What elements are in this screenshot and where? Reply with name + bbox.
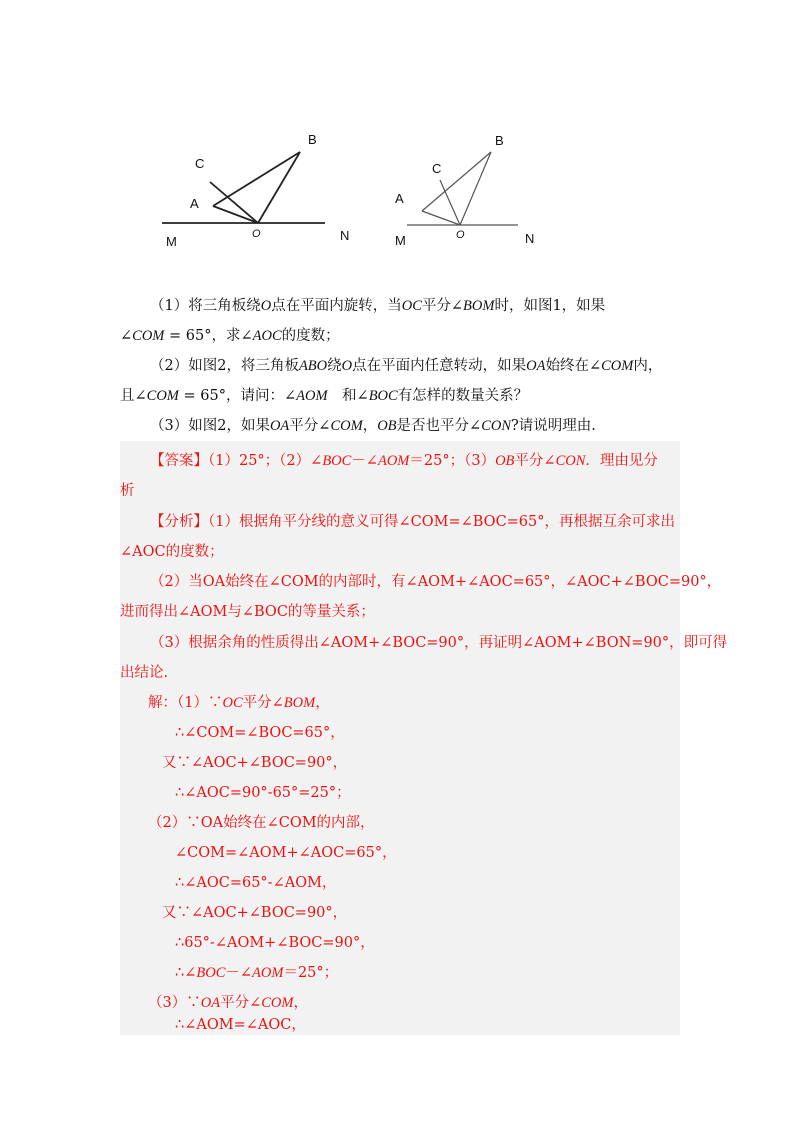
analysis-2: （2）当OA始终在∠COM的内部时，有∠AOM+∠AOC=65°，∠AOC+∠BOC=90°， — [150, 574, 722, 590]
answer-line-cont: 析 — [120, 483, 135, 499]
analysis-3: （3）根据余角的性质得出∠AOM+∠BOC=90°，再证明∠AOM+∠BON=90°，即可得 — [150, 635, 728, 651]
fig2-label-o: O — [456, 229, 465, 241]
question-1: （1）将三角板绕O点在平面内旋转，当OC平分∠BOM时，如图1，如果 — [150, 298, 606, 314]
figure-2 — [385, 125, 555, 255]
fig2-label-c: C — [432, 161, 442, 176]
analysis-2-cont: 进而得出∠AOM与∠BOC的等量关系； — [120, 604, 375, 620]
solution-7: ∴∠AOC=65°-∠AOM， — [175, 875, 337, 891]
fig2-label-n: N — [525, 231, 535, 246]
question-2-cont: 且∠COM = 65°，请问：∠AOM 和∠BOC有怎样的数量关系？ — [120, 388, 529, 404]
solution-10: ∴∠BOC－∠AOM＝25°； — [175, 965, 339, 981]
solution-12: ∴∠AOM=∠AOC， — [175, 1017, 306, 1033]
fig1-label-n: N — [340, 228, 350, 243]
solution-2: ∴∠COM=∠BOC=65°， — [175, 725, 345, 741]
solution-11: （3）∵OA平分∠COM， — [148, 995, 308, 1011]
solution-9: ∴65°-∠AOM+∠BOC=90°， — [175, 935, 375, 951]
analysis-1-cont: ∠AOC的度数； — [120, 544, 224, 560]
solution-1: 解：（1）∵OC平分∠BOM， — [148, 695, 330, 711]
fig2-label-m: M — [395, 233, 406, 248]
analysis-1: 【分析】（1）根据角平分线的意义可得∠COM=∠BOC=65°，再根据互余可求出 — [150, 514, 676, 530]
solution-6: ∠COM=∠AOM+∠AOC=65°， — [175, 845, 397, 861]
solution-4: ∴∠AOC=90°-65°=25°； — [175, 785, 351, 801]
fig1-label-m: M — [166, 234, 177, 249]
answer-line: 【答案】（1）25°；（2）∠BOC－∠AOM＝25°；（3）OB平分∠CON．理由见分 — [150, 453, 658, 469]
question-1-cont: ∠COM = 65°，求∠AOC的度数； — [120, 328, 340, 344]
solution-5: （2）∵OA始终在∠COM的内部， — [148, 815, 375, 831]
fig1-label-b: B — [308, 132, 317, 147]
fig1-label-a: A — [190, 196, 199, 211]
question-3: （3）如图2，如果OA平分∠COM，OB是否也平分∠CON?请说明理由. — [150, 418, 596, 434]
analysis-3-cont: 出结论. — [120, 665, 169, 681]
fig1-label-c: C — [195, 156, 205, 171]
question-2: （2）如图2，将三角板ABO绕O点在平面内任意转动，如果OA始终在∠COM内， — [150, 358, 663, 374]
solution-3: 又∵∠AOC+∠BOC=90°， — [162, 755, 348, 771]
fig2-label-a: A — [395, 191, 404, 206]
solution-8: 又∵∠AOC+∠BOC=90°， — [162, 905, 348, 921]
figure-1 — [150, 120, 370, 255]
fig1-label-o: O — [252, 228, 261, 240]
fig2-label-b: B — [495, 133, 504, 148]
